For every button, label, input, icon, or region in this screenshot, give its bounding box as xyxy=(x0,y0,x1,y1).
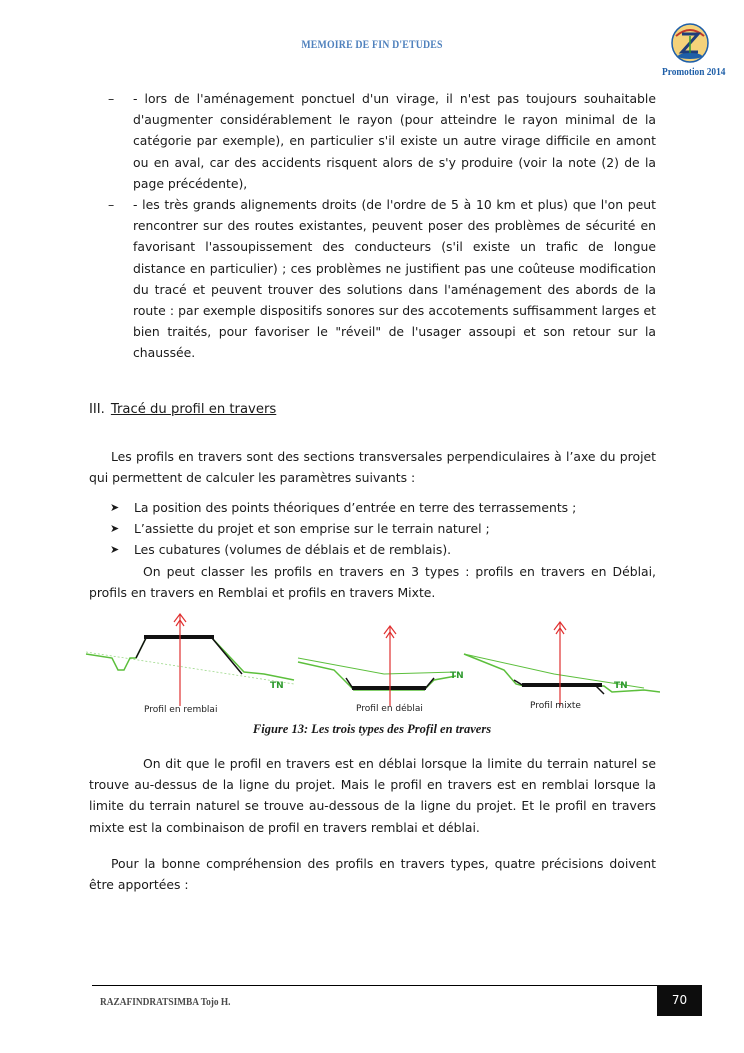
list-item-text: - les très grands alignements droits (de l'ordre de 5 à 10 km et plus) que l'on peut rencontrer sur des routes existantes, peuvent poser des problèmes de sécurité en favorisant l'assoupissement des conducteurs (s'il existe un trafic de longue distance en particulier) ; ces problèmes ne justifient pas une coûteuse modification du tracé et peuvent trouver des solutions dans l'aménagement des abords de la route : par exemple dispositifs sonores sur des accotements suffisamment larges et bien traités, pour favoriser le "réveil" de l'usager assoupi et son retour sur la chaussée. xyxy=(133,197,656,361)
cutting-profile-diagram xyxy=(298,626,464,714)
figure-caption: Figure 13: Les trois types des Profil en travers xyxy=(252,722,492,736)
chevron-right-icon: ➤ xyxy=(110,543,120,557)
list-item xyxy=(108,88,656,194)
section-heading xyxy=(89,402,276,417)
parameter-list xyxy=(110,497,656,561)
list-item-text: Les cubatures (volumes de déblais et de remblais). xyxy=(134,542,452,558)
definition-paragraph: On dit que le profil en travers est en déblai lorsque la limite du terrain naturel se trouve au-dessus de la ligne du projet. Mais le profil en travers est en remblai lorsque la limite du terrain naturel se trouve au-dessous de la ligne du projet. Et le profil en travers mixte est la combinaison de profil en travers remblai et déblai. xyxy=(89,756,656,835)
chevron-right-icon: ➤ xyxy=(110,501,120,514)
list-item xyxy=(108,194,656,364)
list-item xyxy=(110,497,656,518)
mixed-profile-diagram xyxy=(464,622,660,711)
chevron-right-icon: ➤ xyxy=(110,522,120,536)
list-item-text: La position des points théoriques d’entrée en terre des terrassements ; xyxy=(134,500,577,515)
embankment-profile-diagram xyxy=(86,614,294,715)
school-emblem-icon xyxy=(670,22,710,64)
footer-divider xyxy=(92,985,657,986)
tn-label: TN xyxy=(614,681,628,691)
tn-label: TN xyxy=(450,671,464,681)
dash-marker: – xyxy=(108,197,115,213)
figure-label: Profil en remblai xyxy=(144,705,218,715)
figure-label: Profil en déblai xyxy=(356,704,423,714)
page-number: 70 xyxy=(657,985,702,1016)
section-number: III. xyxy=(89,402,105,417)
intro-paragraph: Les profils en travers sont des sections transversales perpendiculaires à l’axe du projet qui permettent de calculer les paramètres suivants : xyxy=(89,449,656,486)
document-header-title: MEMOIRE DE FIN D'ETUDES xyxy=(301,37,443,51)
cross-section-figure xyxy=(84,612,660,722)
promotion-label: Promotion 2014 xyxy=(662,66,726,78)
list-item xyxy=(110,539,656,560)
dash-marker: – xyxy=(108,91,115,106)
bullet-list xyxy=(108,88,656,364)
list-item-text: - lors de l'aménagement ponctuel d'un virage, il n'est pas toujours souhaitable d'augmenter considérablement le rayon (pour atteindre le rayon minimal de la catégorie par exemple), en particulier s'il existe un autre virage difficile en amont ou en aval, car des accidents risquent alors de s'y produire (voir la note (2) de la page précédente), xyxy=(133,91,656,191)
section-title: Tracé du profil en travers xyxy=(110,402,277,417)
list-item xyxy=(110,518,656,539)
figure-label: Profil mixte xyxy=(530,701,581,711)
author-name: RAZAFINDRATSIMBA Tojo H. xyxy=(100,996,231,1008)
closing-paragraph: Pour la bonne compréhension des profils en travers types, quatre précisions doivent être apportées : xyxy=(89,856,656,893)
tn-label: TN xyxy=(270,681,284,691)
list-item-text: L’assiette du projet et son emprise sur le terrain naturel ; xyxy=(134,521,490,537)
classification-paragraph: On peut classer les profils en travers en 3 types : profils en travers en Déblai, profils en travers en Remblai et profils en travers Mixte. xyxy=(89,564,656,601)
